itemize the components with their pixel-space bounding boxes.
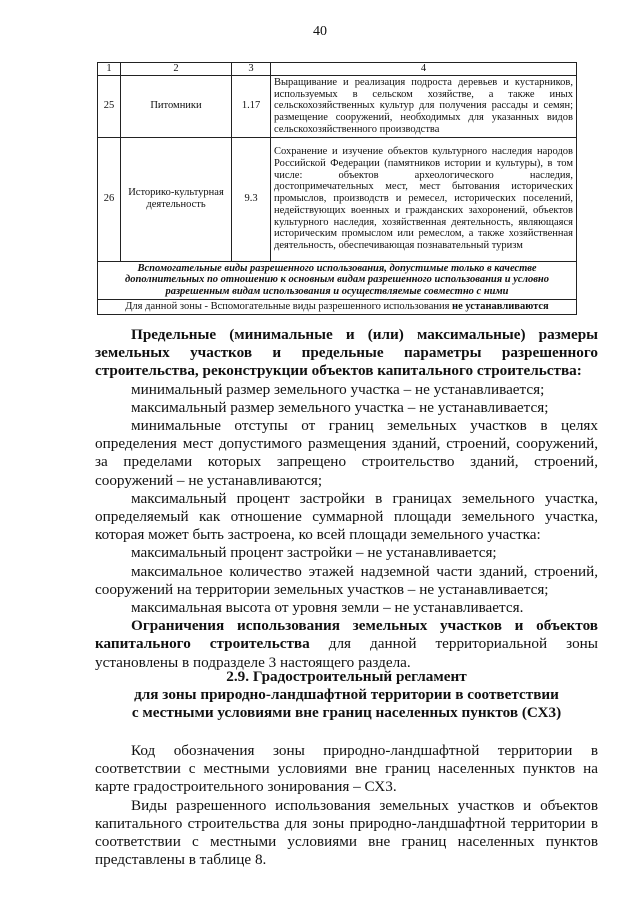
row-number: 26 bbox=[98, 137, 121, 261]
parameter-item: минимальные отступы от границ земельных участков в целях определения мест допустимого размещения зданий, строений, сооружений, за пределами которых запрещено строительство зданий, строений, сооружений – не устанавливаются; bbox=[95, 417, 598, 489]
table-row bbox=[98, 75, 577, 137]
restrictions-rest: для данной территориальной зоны установлены в подразделе 3 настоящего раздела. bbox=[95, 635, 598, 671]
row-use-name: Историко-культурная деятельность bbox=[121, 137, 232, 261]
aux-uses-note bbox=[98, 299, 577, 314]
parameter-item: максимальный процент застройки – не устанавливается; bbox=[131, 544, 497, 562]
restrictions-paragraph bbox=[95, 617, 598, 672]
parameter-item: максимальный процент застройки в границах земельного участка, определяемый как отношение суммарной площади земельного участка, которая может быть застроена, ко всей площади земельного участка: bbox=[95, 489, 598, 544]
parameter-item: максимальный размер земельного участка – не устанавливается; bbox=[131, 398, 549, 416]
parameter-item: максимальная высота от уровня земли – не устанавливается. bbox=[131, 599, 524, 617]
section-body bbox=[95, 742, 598, 869]
land-use-table bbox=[97, 62, 577, 315]
section-title-line: для зоны природно-ландшафтной территории в соответствии bbox=[134, 686, 559, 704]
parameter-item: максимальное количество этажей надземной части зданий, строений, сооружений на территории земельных участков – не устанавливается; bbox=[95, 562, 598, 598]
aux-note-prefix: Для данной зоны - Вспомогательные виды разрешенного использования bbox=[125, 300, 453, 312]
page-number: 40 bbox=[313, 24, 327, 39]
restrictions-bold: Ограничения использования земельных участков и объектов капитального строительства bbox=[95, 617, 598, 653]
row-use-description: Сохранение и изучение объектов культурного наследия народов Российской Федерации (памятников истории и культуры), в том числе: объектов археологического наследия, достопримечательных мест, мест бытования исторических промыслов, производств и ремесел, исторических поселений, недействующих военных и гражданских захоронений, объектов культурного наследия, хозяйственная деятельность, являющаяся историческим промыслом или ремеслом, а также хозяйственная деятельность, обеспечивающая познавательный туризм bbox=[271, 137, 577, 261]
row-use-code: 9.3 bbox=[232, 137, 271, 261]
section-title-line: 2.9. Градостроительный регламент bbox=[226, 668, 467, 685]
parameters-section bbox=[95, 326, 598, 672]
aux-uses-heading: Вспомогательные виды разрешенного использования, допустимые только в качестве дополнительных по отношению к основным видам разрешенного использования и условно разрешенным видам использования и осуществляемые совместно с ними bbox=[98, 261, 577, 299]
parameter-item: минимальный размер земельного участка – не устанавливается; bbox=[131, 380, 545, 398]
aux-heading-row bbox=[98, 261, 577, 299]
header-cell: 3 bbox=[232, 63, 271, 76]
table-header-row bbox=[98, 63, 577, 76]
row-use-name: Питомники bbox=[121, 75, 232, 137]
zone-uses-paragraph: Виды разрешенного использования земельных участков и объектов капитального строительства для зоны природно-ландшафтной территории в соответствии с местными условиями вне границ населенных пунктов представлены в таблице 8. bbox=[95, 796, 598, 869]
parameters-heading: Предельные (минимальные и (или) максимальные) размеры земельных участков и предельные параметры разрешенного строительства, реконструкции объектов капитального строительства: bbox=[95, 326, 598, 380]
header-cell: 2 bbox=[121, 63, 232, 76]
zone-code-paragraph: Код обозначения зоны природно-ландшафтной территории в соответствии с местными условиями вне границ населенных пунктов на карте градостроительного зонирования – СХ3. bbox=[95, 742, 598, 796]
row-use-code: 1.17 bbox=[232, 75, 271, 137]
header-cell: 1 bbox=[98, 63, 121, 76]
row-number: 25 bbox=[98, 75, 121, 137]
aux-note-bold: не устанавливаются bbox=[452, 300, 549, 312]
header-cell: 4 bbox=[271, 63, 577, 76]
table-row bbox=[98, 137, 577, 261]
row-use-description: Выращивание и реализация подроста деревьев и кустарников, используемых в сельском хозяйстве, а также иных сельскохозяйственных культур для получения рассады и семян; размещение сооружений, необходимых для указанных видов сельскохозяйственного производства bbox=[271, 75, 577, 137]
section-title bbox=[95, 668, 598, 723]
aux-note-row bbox=[98, 299, 577, 314]
section-title-line: с местными условиями вне границ населенных пунктов (СХ3) bbox=[131, 704, 562, 722]
